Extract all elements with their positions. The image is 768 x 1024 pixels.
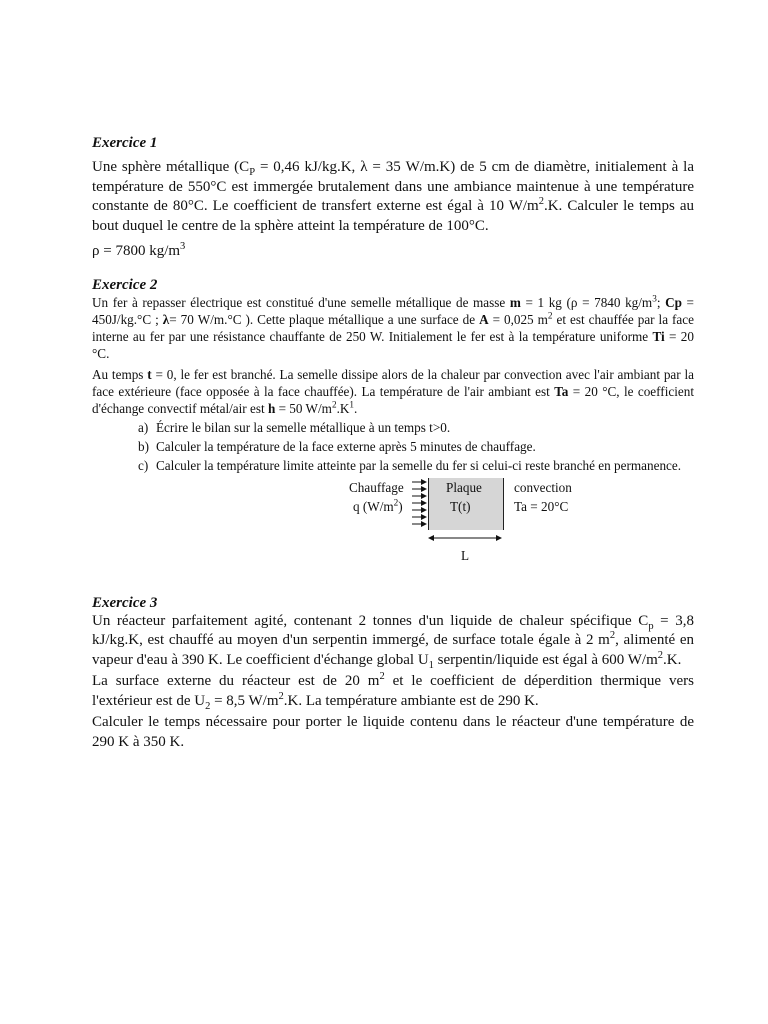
exercise-1-density: ρ = 7800 $kg/m^3$ [92,241,186,259]
exercise-2-title: Exercice 2 [92,276,158,293]
convection-label: convection [514,479,572,495]
length-dimension-arrow-icon [422,532,508,544]
iron-plate-diagram [92,476,694,566]
exercise-2-questions [92,419,694,474]
exercise-1 [92,134,694,262]
plate-temperature-label: T(t) [450,498,471,514]
exercise-2 [92,276,694,566]
plate-label: Plaque [446,479,482,495]
list-item: c) Calculer la température limite atteinte par la semelle du fer si celui-ci reste branché en permanence. [138,457,682,473]
exercise-2-paragraph-1: Un fer à repasser électrique est constitué d'une semelle métallique de masse m = 1 kg (ρ = 7840 $kg/m^3$; Cp = 450J/kg.°C ; λ= 70 W/m.°C ). Cette plaque métallique a une surface de A = 0,025 $m^2$ et est chauffée par la face interne au fer par une résistance chauffante de 250 W. Initialement le fer est à la température uniforme Ti = 20 °C. [92,293,694,361]
heating-label: Chauffage [349,479,404,495]
list-item: a) Écrire le bilan sur la semelle métallique à un temps t>0. [138,419,451,435]
document-page [92,134,694,752]
exercise-3-paragraph-1: Un réacteur parfaitement agité, contenant 2 tonnes d'un liquide de chaleur spécifique $C_p = 3,8$ kJ/kg.K, est chauffé au moyen d'un serpentin immergé, de surface totale égale à 2 $m^2$, alimenté en vapeur d'eau à 390 K. Le coefficient d'échange global $U_1$ serpentin/liquide est égal à 600 $W/m^2.K$. [92,612,694,671]
exercise-3 [92,594,694,753]
exercise-2-paragraph-2: Au temps t = 0, le fer est branché. La semelle dissipe alors de la chaleur par convection avec l'air ambiant par la face extérieure (face opposée à la face chauffée). La température de l'air ambiant est Ta = 20 °C, le coefficient d'échange convectif métal/air est h = 50 $W/m^2.K^1$. [92,366,695,416]
ambient-temperature-label: Ta = 20°C [514,498,569,514]
heat-flux-arrows-icon [410,476,430,536]
exercise-3-paragraph-3: Calculer le temps nécessaire pour porter le liquide contenu dans le réacteur d'une température de 290 K à 350 K. [92,714,694,750]
exercise-1-statement: Une sphère métallique ($C_P = 0,46$ kJ/kg.K, λ = 35 W/m.K) de 5 cm de diamètre, initialement à la température de 550°C est immergée brutalement dans une ambiance maintenue à une température constante de 80°C. Le coefficient de transfert externe est égal à 10 $W/m^2.K$. Calculer le temps au bout duquel le centre de la sphère atteint la température de 100°C. [92,159,695,234]
exercise-1-title: Exercice 1 [92,135,158,151]
length-label: L [461,547,470,563]
heat-flux-label: q $(W/m^2)$ [353,497,403,514]
exercise-3-title: Exercice 3 [92,594,158,611]
exercise-3-paragraph-2: La surface externe du réacteur est de 20 $m^2$ et le coefficient de déperdition thermique vers l'extérieur est de $U_2 = 8,5$ $W/m^2.K$. La température ambiante est de 290 K. [92,671,694,712]
list-item: b) Calculer la température de la face externe après 5 minutes de chauffage. [138,438,536,454]
